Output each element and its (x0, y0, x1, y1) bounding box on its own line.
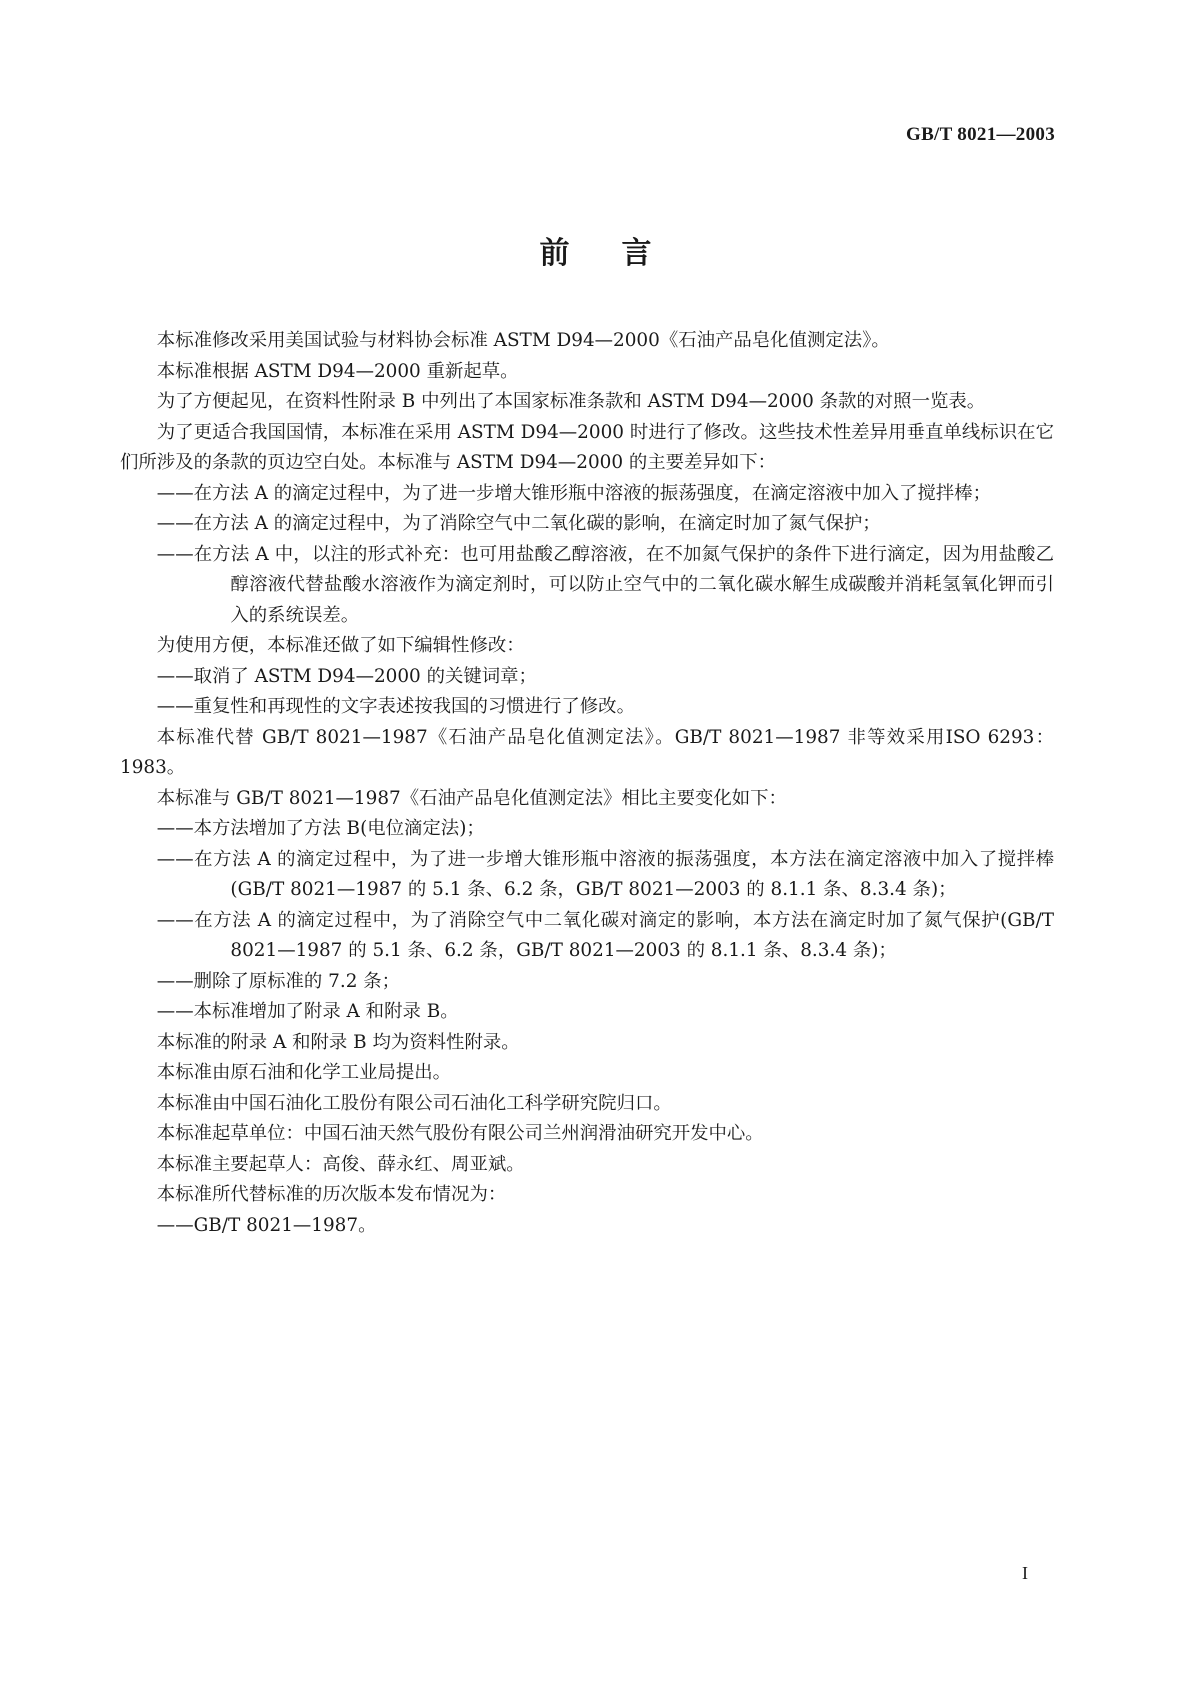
standard-code: GB/T 8021—2003 (905, 124, 1055, 145)
paragraph-replaces: 本标准代替 GB/T 8021—1987《石油产品皂化值测定法》。GB/T 8021—1987 非等效采用ISO 6293：1983。 (120, 726, 1054, 778)
page-title: 前言 (539, 236, 704, 271)
paragraph-history: 本标准所代替标准的历次版本发布情况为： (156, 1184, 507, 1205)
paragraph-centralized: 本标准由中国石油化工股份有限公司石油化工科学研究院归口。 (156, 1092, 672, 1114)
list-item-editorial-1: ——取消了 ASTM D94—2000 的关键词章； (156, 665, 537, 687)
paragraph-drafters: 本标准主要起草人：高俊、薛永红、周亚斌。 (156, 1153, 525, 1175)
list-item-change-3: ——在方法 A 的滴定过程中，为了消除空气中二氧化碳对滴定的影响，本方法在滴定时加了氮气保护(GB/T 8021—1987 的 5.1 条、6.2 条，GB/T 8021—2003 的 8.1.1 条、8.3.4 条)； (156, 909, 1054, 961)
list-item-difference-1: ——在方法 A 的滴定过程中，为了进一步增大锥形瓶中溶液的振荡强度，在滴定溶液中加入了搅拌棒； (156, 482, 991, 504)
paragraph-proposer: 本标准由原石油和化学工业局提出。 (156, 1062, 452, 1083)
list-item-change-2: ——在方法 A 的滴定过程中，为了进一步增大锥形瓶中溶液的振荡强度，本方法在滴定溶液中加入了搅拌棒(GB/T 8021—1987 的 5.1 条、6.2 条，GB/T 8021—2003 的 8.1.1 条、8.3.4 条)； (156, 848, 1054, 900)
paragraph-changes: 本标准与 GB/T 8021—1987《石油产品皂化值测定法》相比主要变化如下： (156, 787, 787, 809)
page-number: I (1022, 1563, 1028, 1583)
paragraph-editorial: 为使用方便，本标准还做了如下编辑性修改： (156, 635, 525, 656)
paragraph-appendix-b: 为了方便起见，在资料性附录 B 中列出了本国家标准条款和 ASTM D94—2000 条款的对照一览表。 (156, 391, 986, 412)
paragraph-drafting: 本标准根据 ASTM D94—2000 重新起草。 (156, 360, 519, 382)
document-body (120, 326, 1054, 1241)
list-item-change-4: ——删除了原标准的 7.2 条； (156, 970, 401, 992)
list-item-difference-3: ——在方法 A 中，以注的形式补充：也可用盐酸乙醇溶液，在不加氮气保护的条件下进行滴定，因为用盐酸乙醇溶液代替盐酸水溶液作为滴定剂时，可以防止空气中的二氧化碳水解生成碳酸并消耗氢氧化钾而引入的系统误差。 (156, 543, 1054, 626)
paragraph-adoption: 本标准修改采用美国试验与材料协会标准 ASTM D94—2000《石油产品皂化值测定法》。 (156, 330, 890, 351)
list-item-history-1: ——GB/T 8021—1987。 (156, 1214, 377, 1236)
list-item-change-1: ——本方法增加了方法 B(电位滴定法)； (156, 818, 485, 839)
list-item-editorial-2: ——重复性和再现性的文字表述按我国的习惯进行了修改。 (156, 696, 635, 717)
paragraph-drafting-unit: 本标准起草单位：中国石油天然气股份有限公司兰州润滑油研究开发中心。 (156, 1123, 764, 1144)
paragraph-modifications: 为了更适合我国国情，本标准在采用 ASTM D94—2000 时进行了修改。这些技术性差异用垂直单线标识在它们所涉及的条款的页边空白处。本标准与 ASTM D94—2000 的主要差异如下： (120, 421, 1054, 473)
list-item-difference-2: ——在方法 A 的滴定过程中，为了消除空气中二氧化碳的影响，在滴定时加了氮气保护； (156, 513, 881, 534)
paragraph-appendices: 本标准的附录 A 和附录 B 均为资料性附录。 (156, 1031, 520, 1053)
list-item-change-5: ——本标准增加了附录 A 和附录 B。 (156, 1001, 459, 1022)
